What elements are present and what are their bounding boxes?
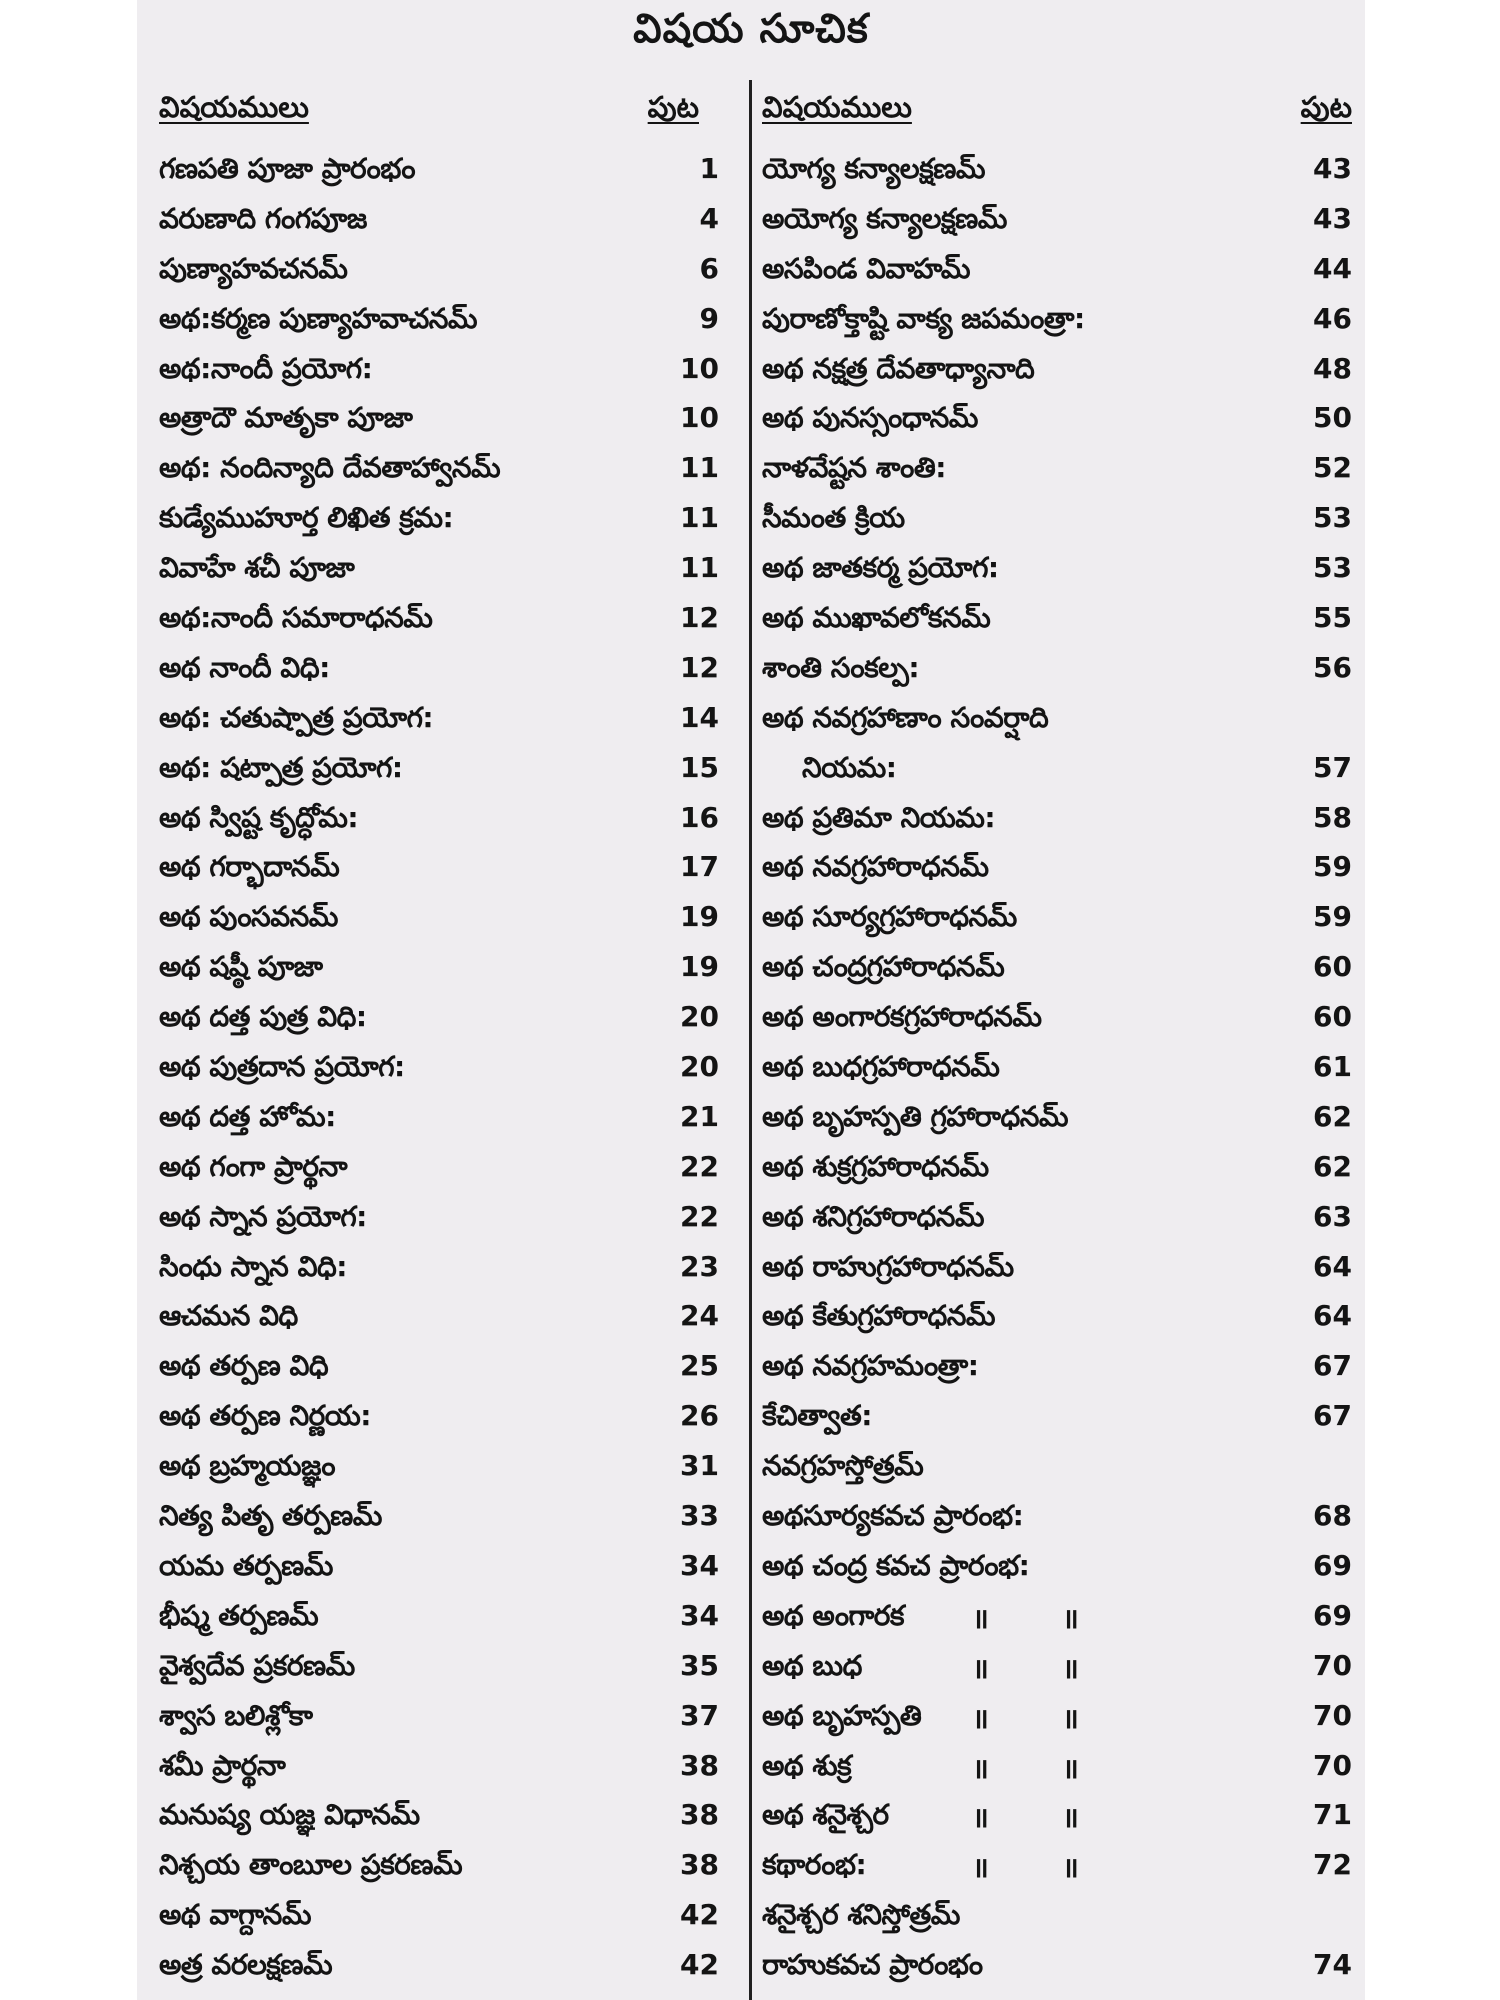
toc-entry-page: 33 bbox=[680, 1499, 719, 1533]
toc-entry bbox=[159, 645, 719, 695]
toc-entry bbox=[762, 1293, 1352, 1343]
toc-entry-title: అథ కేతుగ్రహారాధనమ్ bbox=[762, 1299, 996, 1333]
toc-entry-title: పురాణోక్తాష్టి వాక్య జపమంత్రా: bbox=[762, 301, 1085, 335]
toc-entry bbox=[159, 1593, 719, 1643]
toc-entry-page: 43 bbox=[1313, 201, 1352, 235]
toc-entry bbox=[159, 1293, 719, 1343]
ditto-mark: ॥ bbox=[1062, 1701, 1079, 1735]
toc-entry-title: అయోగ్య కన్యాలక్షణమ్ bbox=[762, 201, 1007, 235]
toc-entry-page: 34 bbox=[680, 1598, 719, 1632]
toc-entry-page: 37 bbox=[680, 1698, 719, 1732]
toc-entry-page: 63 bbox=[1313, 1199, 1352, 1233]
toc-entry-title: అథ అంగారకగ్రహారాధనమ్ bbox=[762, 1000, 1042, 1034]
toc-entry bbox=[762, 1643, 1352, 1693]
toc-entry bbox=[159, 595, 719, 645]
toc-entry-title: అథసూర్యకవచ ప్రారంభ: bbox=[762, 1499, 1024, 1533]
toc-entry-title: అథ:నాందీ ప్రయోగ: bbox=[159, 351, 373, 385]
toc-entry-page: 70 bbox=[1313, 1698, 1352, 1732]
toc-entry bbox=[159, 1493, 719, 1543]
toc-entry-page: 74 bbox=[1313, 1948, 1352, 1982]
ditto-mark: ॥ bbox=[972, 1801, 989, 1835]
toc-entry-page: 64 bbox=[1313, 1299, 1352, 1333]
toc-entry bbox=[159, 695, 719, 745]
toc-entry-title: అథ పుంసవనమ్ bbox=[159, 900, 338, 934]
toc-entry-title: అథ నక్షత్ర దేవతాధ్యానాది bbox=[762, 351, 1035, 385]
ditto-mark: ॥ bbox=[972, 1651, 989, 1685]
toc-entry-page: 59 bbox=[1313, 900, 1352, 934]
ditto-mark: ॥ bbox=[972, 1751, 989, 1785]
toc-entry bbox=[159, 495, 719, 545]
toc-entry-page: 24 bbox=[680, 1299, 719, 1333]
toc-entry-title: అథ వాగ్దానమ్ bbox=[159, 1898, 311, 1932]
toc-entry-title: రాహుకవచ ప్రారంభం bbox=[762, 1948, 983, 1982]
toc-entry-title: శ్వాస బలిశ్లోకా bbox=[159, 1698, 313, 1732]
toc-entry-page: 62 bbox=[1313, 1149, 1352, 1183]
toc-entry-title: అథ బృహస్పతి bbox=[762, 1698, 922, 1732]
toc-entry-page: 34 bbox=[680, 1548, 719, 1582]
page-header: పుట bbox=[647, 90, 699, 124]
toc-entry-title: అథ దత్త పుత్ర విధి: bbox=[159, 1000, 367, 1034]
toc-entry bbox=[762, 944, 1352, 994]
toc-entry bbox=[762, 1144, 1352, 1194]
toc-entry-page: 6 bbox=[699, 251, 719, 285]
toc-entry-page: 23 bbox=[680, 1249, 719, 1283]
toc-entry-page: 14 bbox=[680, 700, 719, 734]
toc-entry bbox=[159, 1892, 719, 1942]
toc-entry-title: ఆచమన విధి bbox=[159, 1299, 298, 1333]
toc-entry-title: అథ శనిగ్రహారాధనమ్ bbox=[762, 1199, 985, 1233]
toc-entry-page: 52 bbox=[1313, 451, 1352, 485]
toc-entry-page: 20 bbox=[680, 1050, 719, 1084]
toc-entry bbox=[762, 1244, 1352, 1294]
toc-entry-title: అథ షష్ఠీ పూజా bbox=[159, 950, 323, 984]
toc-entry-page: 9 bbox=[699, 301, 719, 335]
toc-entry bbox=[159, 296, 719, 346]
toc-entry bbox=[762, 1543, 1352, 1593]
toc-entry-title: అథ సూర్యగ్రహారాధనమ్ bbox=[762, 900, 1017, 934]
toc-entry bbox=[159, 545, 719, 595]
left-column-header bbox=[159, 84, 719, 146]
toc-entry-page: 67 bbox=[1313, 1399, 1352, 1433]
toc-entry-title: నిశ్చయ తాంబూల ప్రకరణమ్ bbox=[159, 1848, 463, 1882]
toc-entry-page: 46 bbox=[1313, 301, 1352, 335]
toc-entry bbox=[159, 1743, 719, 1793]
toc-entry-page: 22 bbox=[680, 1149, 719, 1183]
toc-entry bbox=[762, 695, 1352, 745]
toc-entry bbox=[159, 445, 719, 495]
toc-entry-title: నవగ్రహస్తోత్రమ్ bbox=[762, 1449, 924, 1483]
toc-entry-page: 67 bbox=[1313, 1349, 1352, 1383]
toc-entry-page: 21 bbox=[680, 1099, 719, 1133]
toc-entry-title: అథ అంగారక bbox=[762, 1598, 905, 1632]
toc-entry bbox=[762, 994, 1352, 1044]
ditto-mark: ॥ bbox=[972, 1601, 989, 1635]
toc-entry-page: 68 bbox=[1313, 1499, 1352, 1533]
toc-entry-page: 61 bbox=[1313, 1050, 1352, 1084]
toc-entry-title: అథ నవగ్రహాణాం సంవర్షాది bbox=[762, 700, 1049, 734]
toc-entry bbox=[159, 1543, 719, 1593]
toc-entry-page: 60 bbox=[1313, 950, 1352, 984]
toc-entry bbox=[762, 1044, 1352, 1094]
toc-entry-title: సీమంత క్రియ bbox=[762, 501, 905, 535]
toc-entry-title: కుడ్యేముహూర్త లిఖిత క్రమ: bbox=[159, 501, 454, 535]
toc-entry bbox=[762, 1443, 1352, 1493]
toc-entry bbox=[762, 1493, 1352, 1543]
toc-entry-page: 71 bbox=[1313, 1798, 1352, 1832]
toc-entry bbox=[762, 246, 1352, 296]
toc-entry bbox=[159, 395, 719, 445]
toc-entry-title: అథ శుక్ర bbox=[762, 1748, 852, 1782]
toc-entry-title: మనుష్య యజ్ఞ విధానమ్ bbox=[159, 1798, 420, 1832]
toc-entry-title: అథ పుత్రదాన ప్రయోగ: bbox=[159, 1050, 405, 1084]
toc-entry bbox=[762, 844, 1352, 894]
ditto-mark: ॥ bbox=[1062, 1651, 1079, 1685]
toc-entry-title: కథారంభ: bbox=[762, 1848, 867, 1882]
toc-entry-title: అత్ర వరలక్షణమ్ bbox=[159, 1948, 333, 1982]
toc-entry bbox=[762, 445, 1352, 495]
right-column-header bbox=[762, 84, 1352, 146]
toc-entry bbox=[762, 1094, 1352, 1144]
toc-entry-page: 64 bbox=[1313, 1249, 1352, 1283]
right-toc-list bbox=[762, 146, 1352, 1992]
toc-entry bbox=[159, 1094, 719, 1144]
toc-entry-page: 11 bbox=[680, 551, 719, 585]
toc-entry-page: 53 bbox=[1313, 501, 1352, 535]
toc-entry-title: నాళవేష్టన శాంతి: bbox=[762, 451, 946, 485]
toc-entry-page: 19 bbox=[680, 950, 719, 984]
toc-entry-page: 69 bbox=[1313, 1548, 1352, 1582]
toc-entry-title: అథ:కర్మణ పుణ్యాహవాచనమ్ bbox=[159, 301, 478, 335]
toc-entry-title: అథ స్నాన ప్రయోగ: bbox=[159, 1199, 367, 1233]
toc-entry-page: 62 bbox=[1313, 1099, 1352, 1133]
toc-entry-title: అథ శనైశ్చర bbox=[762, 1798, 889, 1832]
toc-entry-page: 44 bbox=[1313, 251, 1352, 285]
toc-entry-title: అథ శుక్రగ్రహారాధనమ్ bbox=[762, 1149, 989, 1183]
toc-entry-page: 10 bbox=[680, 401, 719, 435]
toc-entry-page: 11 bbox=[680, 501, 719, 535]
toc-entry-title: వైశ్వదేవ ప్రకరణమ్ bbox=[159, 1648, 355, 1682]
toc-entry-page: 38 bbox=[680, 1748, 719, 1782]
toc-entry-page: 22 bbox=[680, 1199, 719, 1233]
toc-entry-page: 57 bbox=[1313, 750, 1352, 784]
toc-entry bbox=[762, 1194, 1352, 1244]
toc-entry bbox=[159, 246, 719, 296]
toc-entry-title: శాంతి సంకల్ప: bbox=[762, 650, 920, 684]
toc-entry-page: 38 bbox=[680, 1798, 719, 1832]
toc-entry-page: 12 bbox=[680, 601, 719, 635]
toc-entry bbox=[159, 1044, 719, 1094]
toc-entry-title: అథ రాహుగ్రహారాధనమ్ bbox=[762, 1249, 1014, 1283]
toc-entry-page: 70 bbox=[1313, 1648, 1352, 1682]
toc-entry-page: 42 bbox=[680, 1898, 719, 1932]
toc-entry bbox=[762, 1892, 1352, 1942]
toc-entry-page: 31 bbox=[680, 1449, 719, 1483]
toc-entry bbox=[159, 994, 719, 1044]
toc-entry-title: అథ చంద్రగ్రహారాధనమ్ bbox=[762, 950, 1005, 984]
toc-entry bbox=[762, 1942, 1352, 1992]
toc-entry-page: 42 bbox=[680, 1948, 719, 1982]
page-title: విషయ సూచిక bbox=[633, 6, 869, 52]
toc-entry-page: 25 bbox=[680, 1349, 719, 1383]
toc-entry bbox=[159, 795, 719, 845]
toc-entry-page: 70 bbox=[1313, 1748, 1352, 1782]
subjects-header: విషయములు bbox=[762, 90, 912, 124]
toc-entry-title: అథ ప్రతిమా నియమ: bbox=[762, 800, 996, 834]
toc-entry bbox=[159, 1443, 719, 1493]
toc-entry-title: అసపిండ వివాహమ్ bbox=[762, 251, 971, 285]
toc-entry-title: సింధు స్నాన విధి: bbox=[159, 1249, 347, 1283]
toc-entry-title: అథ జాతకర్మ ప్రయోగ: bbox=[762, 551, 999, 585]
subjects-header: విషయములు bbox=[159, 90, 309, 124]
page-header: పుట bbox=[1300, 90, 1352, 124]
toc-entry-title: నియమ: bbox=[802, 750, 897, 784]
toc-entry bbox=[762, 1693, 1352, 1743]
ditto-mark: ॥ bbox=[1062, 1601, 1079, 1635]
column-divider bbox=[749, 80, 752, 2000]
toc-entry bbox=[762, 1593, 1352, 1643]
toc-entry-title: అథ తర్పణ నిర్ణయ: bbox=[159, 1399, 371, 1433]
toc-entry-page: 17 bbox=[680, 850, 719, 884]
toc-entry-title: అథ తర్పణ విధి bbox=[159, 1349, 329, 1383]
toc-entry-page: 69 bbox=[1313, 1598, 1352, 1632]
toc-entry-title: అత్రాదౌ మాతృకా పూజా bbox=[159, 401, 413, 435]
toc-entry-page: 15 bbox=[680, 750, 719, 784]
toc-entry-title: అథ గర్భాదానమ్ bbox=[159, 850, 340, 884]
toc-entry bbox=[159, 894, 719, 944]
toc-entry bbox=[159, 146, 719, 196]
ditto-mark: ॥ bbox=[972, 1851, 989, 1885]
toc-entry-page: 48 bbox=[1313, 351, 1352, 385]
toc-entry bbox=[159, 1792, 719, 1842]
toc-entry-title: అథ: షట్పాత్ర ప్రయోగ: bbox=[159, 750, 403, 784]
toc-entry-title: అథ:నాందీ సమారాధనమ్ bbox=[159, 601, 433, 635]
toc-entry-page: 10 bbox=[680, 351, 719, 385]
toc-entry bbox=[159, 1194, 719, 1244]
toc-entry-title: అథ నవగ్రహారాధనమ్ bbox=[762, 850, 989, 884]
toc-entry-title: పుణ్యాహవచనమ్ bbox=[159, 251, 348, 285]
toc-entry-page: 19 bbox=[680, 900, 719, 934]
toc-entry bbox=[762, 645, 1352, 695]
toc-entry bbox=[762, 545, 1352, 595]
toc-entry-title: అథ గంగా ప్రార్థనా bbox=[159, 1149, 348, 1183]
toc-entry-page: 56 bbox=[1313, 650, 1352, 684]
toc-entry-title: గణపతి పూజా ప్రారంభం bbox=[159, 152, 416, 185]
toc-entry-title: యమ తర్పణమ్ bbox=[159, 1548, 333, 1582]
toc-entry-page: 11 bbox=[680, 451, 719, 485]
toc-entry-page: 59 bbox=[1313, 850, 1352, 884]
toc-entry bbox=[762, 346, 1352, 396]
toc-entry bbox=[159, 1393, 719, 1443]
toc-entry bbox=[762, 745, 1352, 795]
ditto-mark: ॥ bbox=[1062, 1851, 1079, 1885]
toc-entry-title: వివాహే శచీ పూజా bbox=[159, 551, 355, 585]
toc-entry bbox=[159, 844, 719, 894]
toc-entry-title: అథ చంద్ర కవచ ప్రారంభ: bbox=[762, 1548, 1030, 1582]
toc-entry-page: 43 bbox=[1313, 152, 1352, 185]
toc-entry-title: అథ బ్రహ్మయజ్ఞం bbox=[159, 1449, 336, 1483]
toc-entry-page: 50 bbox=[1313, 401, 1352, 435]
toc-entry-page: 12 bbox=[680, 650, 719, 684]
toc-entry bbox=[762, 595, 1352, 645]
toc-entry bbox=[159, 1244, 719, 1294]
toc-entry-page: 60 bbox=[1313, 1000, 1352, 1034]
toc-entry bbox=[762, 894, 1352, 944]
toc-entry-page: 4 bbox=[699, 201, 719, 235]
toc-entry bbox=[159, 1343, 719, 1393]
toc-entry-page: 20 bbox=[680, 1000, 719, 1034]
toc-entry-title: అథ నాందీ విధి: bbox=[159, 650, 330, 684]
toc-entry bbox=[762, 395, 1352, 445]
toc-entry-title: భీష్మ తర్పణమ్ bbox=[159, 1598, 319, 1632]
toc-entry bbox=[159, 346, 719, 396]
toc-entry-title: కేచిత్వాత: bbox=[762, 1399, 872, 1433]
toc-entry bbox=[159, 1693, 719, 1743]
toc-entry-title: వరుణాది గంగపూజ bbox=[159, 201, 367, 235]
toc-entry bbox=[159, 944, 719, 994]
toc-entry bbox=[762, 495, 1352, 545]
toc-entry-title: అథ బుధ bbox=[762, 1648, 862, 1682]
book-page bbox=[137, 0, 1365, 2000]
toc-entry bbox=[762, 146, 1352, 196]
toc-entry-title: అథ ముఖావలోకనమ్ bbox=[762, 601, 991, 635]
ditto-mark: ॥ bbox=[972, 1701, 989, 1735]
toc-entry-title: అథ స్విష్ట కృద్ధోమ: bbox=[159, 800, 359, 834]
toc-entry bbox=[762, 296, 1352, 346]
toc-entry-title: అథ నవగ్రహమంత్రా: bbox=[762, 1349, 979, 1383]
toc-entry-title: అథ పునస్సంధానమ్ bbox=[762, 401, 978, 435]
toc-entry-page: 53 bbox=[1313, 551, 1352, 585]
ditto-mark: ॥ bbox=[1062, 1801, 1079, 1835]
toc-entry bbox=[159, 745, 719, 795]
toc-entry bbox=[762, 1393, 1352, 1443]
toc-entry bbox=[159, 1144, 719, 1194]
left-toc-list bbox=[159, 146, 719, 1992]
toc-entry-page: 16 bbox=[680, 800, 719, 834]
toc-entry-page: 38 bbox=[680, 1848, 719, 1882]
toc-entry-page: 26 bbox=[680, 1399, 719, 1433]
toc-entry-title: యోగ్య కన్యాలక్షణమ్ bbox=[762, 152, 986, 185]
toc-entry-page: 72 bbox=[1313, 1848, 1352, 1882]
toc-entry-page: 58 bbox=[1313, 800, 1352, 834]
toc-entry bbox=[762, 795, 1352, 845]
toc-entry-title: అథ బుధగ్రహారాధనమ్ bbox=[762, 1050, 1000, 1084]
toc-entry-page: 35 bbox=[680, 1648, 719, 1682]
toc-entry bbox=[159, 1643, 719, 1693]
toc-entry bbox=[762, 1343, 1352, 1393]
toc-entry-title: శనైశ్చర శనిస్తోత్రమ్ bbox=[762, 1898, 960, 1932]
toc-entry-title: అథ: చతుష్పాత్ర ప్రయోగ: bbox=[159, 700, 434, 734]
toc-entry-title: శమీ ప్రార్థనా bbox=[159, 1748, 286, 1782]
right-column bbox=[762, 84, 1352, 1992]
toc-entry-title: అథ దత్త హోమ: bbox=[159, 1099, 336, 1133]
toc-entry-title: అథ: నందిన్యాది దేవతాహ్వానమ్ bbox=[159, 451, 501, 485]
toc-entry-title: అథ బృహస్పతి గ్రహారాధనమ్ bbox=[762, 1099, 1069, 1133]
toc-entry bbox=[159, 1942, 719, 1992]
toc-entry bbox=[762, 1792, 1352, 1842]
toc-entry-title: నిత్య పితృ తర్పణమ్ bbox=[159, 1499, 382, 1533]
toc-entry bbox=[159, 196, 719, 246]
toc-entry-page: 1 bbox=[699, 152, 719, 185]
toc-entry-page: 55 bbox=[1313, 601, 1352, 635]
toc-entry bbox=[159, 1842, 719, 1892]
toc-entry bbox=[762, 1842, 1352, 1892]
left-column bbox=[159, 84, 719, 1992]
toc-entry bbox=[762, 196, 1352, 246]
ditto-mark: ॥ bbox=[1062, 1751, 1079, 1785]
toc-entry bbox=[762, 1743, 1352, 1793]
